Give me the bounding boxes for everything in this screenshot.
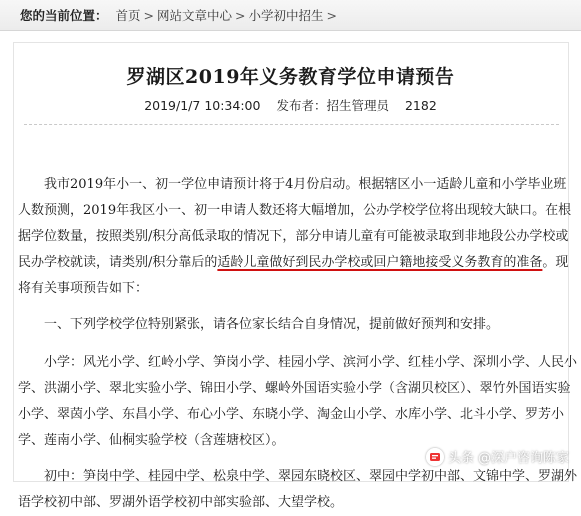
paragraph-intro-text: 我市2019年小一、初一学位申请预计将于4月份启动。根据辖区小一适龄儿童和小学毕业班人数预测，2019年我区小一、初一申请人数还将大幅增加，公办学校学位将出现较大缺口。在根据学位数量，按照类别/积分高低录取的情况下，部分申请儿童有可能被录取到非地段公办学校或民办学校就读，请类别/积分靠后的 <box>18 177 572 270</box>
article-views: 2182 <box>404 98 437 113</box>
page-title: 罗湖区2019年义务教育学位申请预告 <box>126 66 455 88</box>
watermark-text: 头条 @深户咨询陈家 <box>447 451 569 466</box>
watermark <box>426 447 569 466</box>
breadcrumb-item-enrollment[interactable]: 小学初中招生 <box>248 8 324 23</box>
breadcrumb-separator: > <box>326 7 338 23</box>
article-meta <box>0 96 581 114</box>
breadcrumb <box>0 0 581 31</box>
underlined-notice: 适龄儿童做好到民办学校或回户籍地接受义务教育的准备 <box>217 255 543 270</box>
breadcrumb-separator: > <box>143 7 155 23</box>
breadcrumb-item-home[interactable]: 首页 <box>115 8 141 23</box>
paragraph-middle-schools: 初中：笋岗中学、桂园中学、松泉中学、翠园东晓校区、翠园中学初中部、文锦中学、罗湖外语学校初中部、罗湖外语学校初中部实验部、大望学校。 <box>18 469 578 510</box>
article-publisher <box>276 98 389 113</box>
toutiao-logo-icon <box>426 448 444 466</box>
breadcrumb-item-article-center[interactable]: 网站文章中心 <box>157 8 233 23</box>
paragraph-intro <box>18 172 578 302</box>
breadcrumb-separator: > <box>235 7 246 23</box>
article-date: 2019/1/7 10:34:00 <box>144 98 261 113</box>
paragraph-section-one: 一、下列学校学位特别紧张，请各位家长结合自身情况，提前做好预判和安排。 <box>44 317 500 332</box>
paragraph-primary-schools: 小学：风光小学、红岭小学、笋岗小学、桂园小学、滨河小学、红桂小学、深圳小学、人民小学、洪湖小学、翠北实验小学、锦田小学、螺岭外国语实验小学（含湖贝校区）、翠竹外国语实验小学、翠茵小学、东昌小学、布心小学、东晓小学、淘金山小学、水库小学、北斗小学、罗芳小学、莲南小学、仙桐实验学校（含莲塘校区）。 <box>18 355 578 448</box>
breadcrumb-location-label: 您的当前位置： <box>20 8 108 23</box>
publisher-label: 发布者： <box>276 98 327 113</box>
paragraph-intro-tail: 。现将有关事项预告如下： <box>18 255 569 296</box>
publisher-name: 招生管理员 <box>326 98 389 113</box>
divider <box>24 124 559 125</box>
